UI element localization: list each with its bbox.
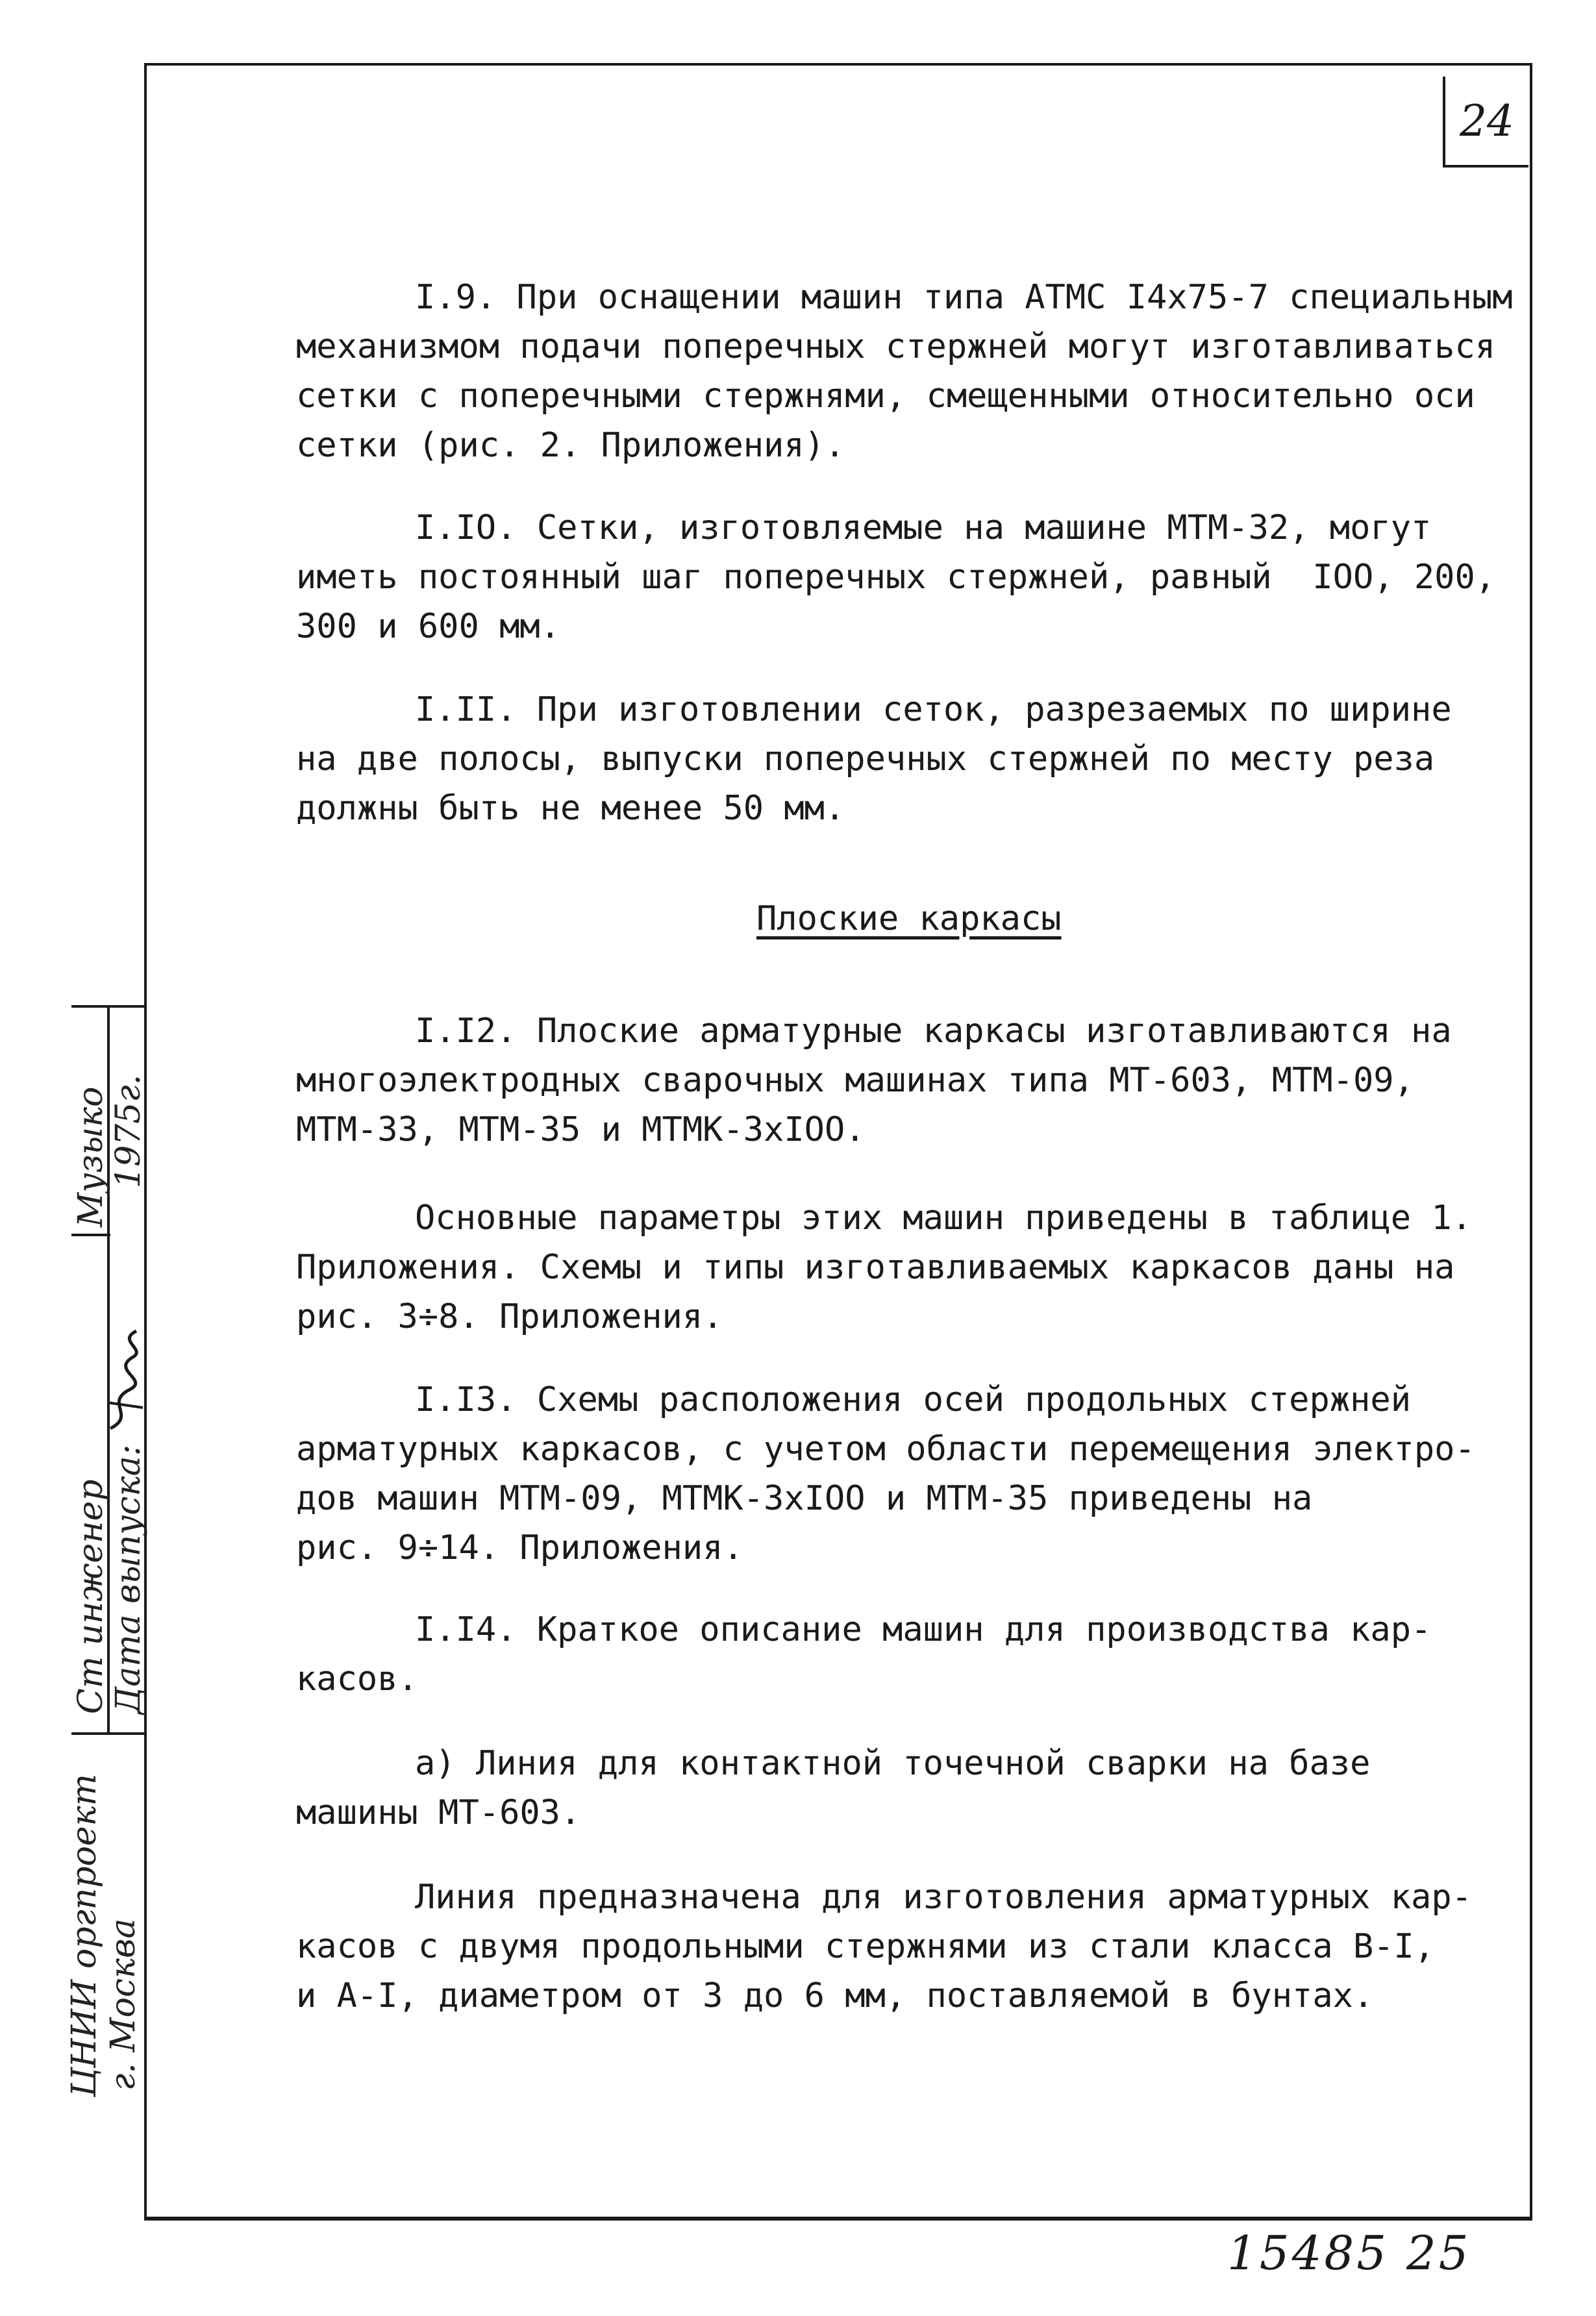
signature: [97, 1325, 156, 1435]
text-line: касов с двумя продольными стержнями из стали класса В-I,: [296, 1927, 1435, 1966]
text-line: машины МТ-603.: [296, 1793, 581, 1832]
text-line: на две полосы, выпуски поперечных стержней по месту реза: [296, 740, 1435, 778]
text-line: рис. 3÷8. Приложения.: [296, 1297, 723, 1336]
text-line: рис. 9÷14. Приложения.: [296, 1528, 743, 1567]
stamp-city: г. Москва: [104, 1918, 143, 2091]
paragraph-1-9: [296, 273, 1517, 519]
stamp-release-date-label: Дата выпуска:: [109, 1444, 148, 1714]
text-line: I.IO. Сетки, изготовляемые на машине МТМ-32, могут: [415, 508, 1432, 547]
bottom-rule: [144, 2218, 1532, 2221]
text-line: I.9. При оснащении машин типа АТМС I4х75-7 специальным: [415, 278, 1513, 317]
text-line: а) Линия для контактной точечной сварки на базе: [415, 1744, 1371, 1783]
text-line: и А-I, диаметром от 3 до 6 мм, поставляемой в бунтах.: [296, 1976, 1374, 2015]
stamp-divider: [71, 1732, 146, 1735]
stamp-position: Ст инженер: [71, 1479, 110, 1714]
stamp-engineer-name: Музыко: [71, 1086, 110, 1227]
paragraph-parameters: [296, 1193, 1517, 1391]
text-line: дов машин МТМ-09, МТМК-3хIOO и МТМ-35 приведены на: [296, 1479, 1313, 1518]
text-line: механизмом подачи поперечных стержней могут изготавливаться: [296, 327, 1496, 366]
paragraph-1-14: [296, 1605, 1517, 1753]
text-line: 300 и 600 мм.: [296, 607, 560, 646]
stamp-divider: [71, 1234, 110, 1236]
text-line: арматурных каркасов, с учетом области перемещения электро-: [296, 1430, 1475, 1469]
text-line: I.I3. Схемы расположения осей продольных стержней: [415, 1380, 1412, 1419]
text-line: многоэлектродных сварочных машинах типа МТ-603, МТМ-09,: [296, 1061, 1414, 1100]
text-line: иметь постоянный шаг поперечных стержней, равный IOO, 200,: [296, 558, 1496, 597]
paragraph-line-purpose: [296, 1873, 1517, 2070]
text-line: МТМ-33, МТМ-35 и МТМК-3хIOO.: [296, 1110, 866, 1149]
paragraph-1-12: [296, 1006, 1517, 1204]
text-line: Приложения. Схемы и типы изготавливаемых каркасов даны на: [296, 1248, 1455, 1287]
text-line: I.I2. Плоские арматурные каркасы изготавливаются на: [415, 1012, 1452, 1051]
stamp-organization: ЦНИИ оргпроект: [65, 1773, 104, 2097]
text-line: сетки с поперечными стержнями, смещенными относительно оси: [296, 377, 1475, 416]
section-heading: Плоские каркасы: [756, 899, 1062, 938]
text-line: Основные параметры этих машин приведены в таблице 1.: [415, 1199, 1472, 1238]
text-line: касов.: [296, 1660, 418, 1699]
paragraph-1-10: [296, 503, 1517, 701]
text-line: I.II. При изготовлении сеток, разрезаемых по ширине: [415, 690, 1452, 729]
text-line: сетки (рис. 2. Приложения).: [296, 426, 845, 465]
paragraph-1-13: [296, 1375, 1517, 1622]
footer-number: 15485 25: [1227, 2226, 1471, 2280]
page-number: 24: [1443, 77, 1528, 168]
text-line: Линия предназначена для изготовления арматурных кар-: [415, 1878, 1472, 1917]
stamp-release-year: 1975г.: [109, 1074, 148, 1188]
paragraph-1-11: [296, 685, 1517, 882]
paragraph-item-a: [296, 1739, 1517, 1887]
text-line: I.I4. Краткое описание машин для производства кар-: [415, 1610, 1432, 1649]
stamp-divider: [71, 1005, 146, 1008]
page-frame-top: [144, 63, 1532, 66]
text-line: должны быть не менее 50 мм.: [296, 789, 845, 828]
